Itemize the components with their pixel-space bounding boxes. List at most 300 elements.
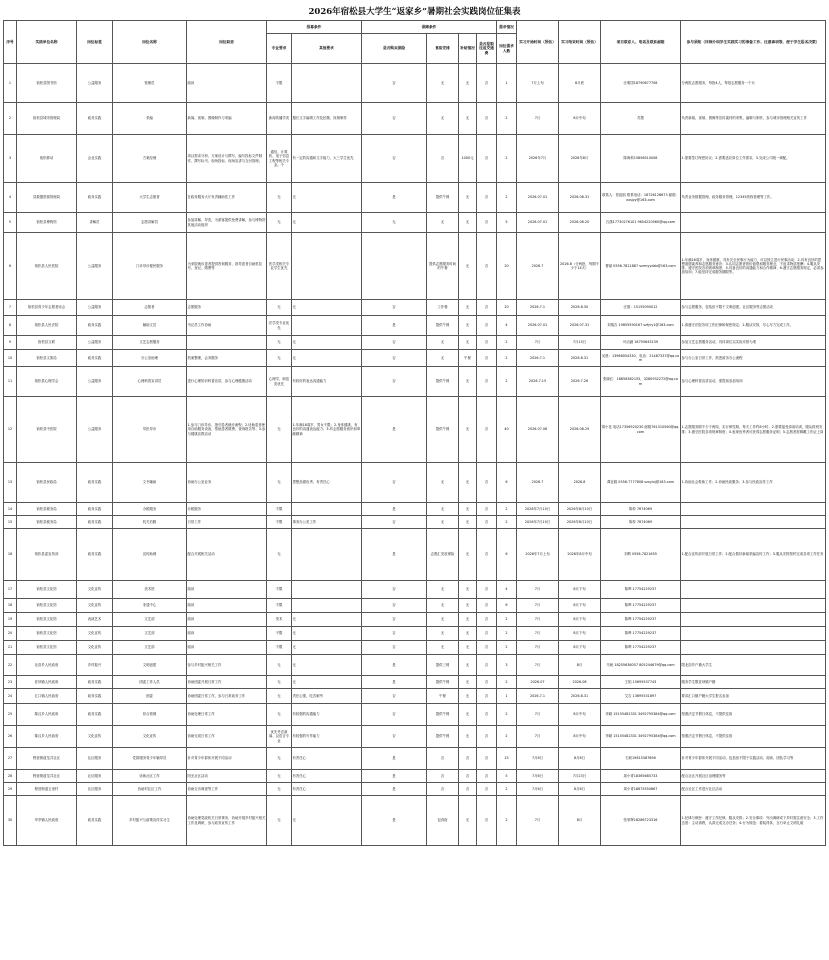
table-cell: 无: [267, 529, 292, 581]
table-body: [4, 64, 826, 846]
table-cell: 2: [497, 183, 517, 213]
table-cell: 无: [459, 581, 477, 599]
table-cell: 2026年8月中旬: [559, 529, 601, 581]
table-cell: 宣传助理: [113, 529, 187, 581]
table-cell: 参加讲解、导览，为游客提供免费讲解，参与博物馆其他活动组织: [187, 213, 267, 233]
table-cell: 无: [267, 655, 292, 676]
table-cell: 北浴乡人民政府: [17, 655, 77, 676]
table-cell: 否: [477, 627, 497, 641]
table-cell: 7月: [517, 641, 559, 655]
table-cell: 门诊导诊便民服务: [113, 233, 187, 300]
table-cell: 负责业务数据管理、政务服务管理，12345热线管理等工作。: [681, 183, 826, 213]
table-cell: 宿松县文化馆: [17, 627, 77, 641]
table-cell: 无: [267, 463, 292, 503]
table-cell: 2026.8.30: [559, 300, 601, 316]
table-cell: 宿松县文化馆: [17, 613, 77, 627]
table-cell: 宿松县中医院: [17, 397, 77, 463]
table-cell: 否: [477, 316, 497, 336]
table-cell: 文艺志愿服务: [113, 336, 187, 350]
table-cell: 无: [459, 796, 477, 846]
table-cell: 否: [459, 770, 477, 783]
table-cell: 3: [497, 655, 517, 676]
header-group-row: [4, 21, 826, 34]
table-row: [4, 796, 826, 846]
table-cell: 12: [4, 397, 17, 463]
table-cell: 否: [362, 103, 427, 135]
table-cell: 艾吉 13695531897: [601, 689, 681, 704]
table-cell: 无: [459, 704, 477, 726]
th-count: 岗位需求人数: [497, 34, 517, 64]
table-cell: 无: [459, 183, 477, 213]
table-cell: 无: [427, 213, 459, 233]
th-insurance: 是否购买保险: [362, 34, 427, 64]
table-cell: 25: [4, 704, 17, 726]
table-cell: 讲解员: [77, 213, 113, 233]
table-cell: 宿松移动: [17, 135, 77, 183]
table-cell: 宿松县图书馆: [17, 64, 77, 103]
table-cell: 30: [4, 796, 17, 846]
table-cell: 协助社区工作: [113, 770, 187, 783]
table-row: [4, 397, 826, 463]
table-cell: 书记员工作协助: [187, 316, 267, 336]
table-cell: 15: [4, 516, 17, 529]
table-cell: 2026.07.01: [517, 213, 559, 233]
table-cell: 志愿汇发放保险: [427, 529, 459, 581]
table-cell: 思想品德优秀，有责任心: [292, 463, 362, 503]
table-cell: 提供三餐: [427, 655, 459, 676]
table-cell: 志愿者: [113, 300, 187, 316]
table-cell: 陈晔 17754229237: [601, 599, 681, 613]
table-cell: 文化宣传: [77, 627, 113, 641]
table-cell: 无: [267, 796, 292, 846]
table-cell: 陈晔 17754229237: [601, 627, 681, 641]
table-cell: 有一定的沟通和文字能力，大三学生优先: [292, 135, 362, 183]
table-cell: 7月: [517, 796, 559, 846]
table-cell: 否: [477, 641, 497, 655]
table-cell: 无: [267, 783, 292, 796]
table-cell: 2026年7月10日: [517, 503, 559, 516]
table-cell: 2026.7.1: [517, 689, 559, 704]
table-cell: 19: [4, 613, 17, 627]
table-cell: 周小青18675550867: [601, 783, 681, 796]
table-row: [4, 135, 826, 183]
table-cell: 17: [4, 581, 17, 599]
table-cell: 2: [4, 103, 17, 135]
table-cell: 阅读: [187, 599, 267, 613]
table-cell: 宿松县人民法院: [17, 316, 77, 336]
table-cell: 无: [292, 627, 362, 641]
table-cell: 是: [362, 316, 427, 336]
table-cell: 新闻传播学类: [267, 103, 292, 135]
table-cell: 20: [497, 233, 517, 300]
table-cell: 1: [497, 64, 517, 103]
th-subsidy: 补贴情况: [459, 34, 477, 64]
table-cell: 针对青少年群体开展不同活动: [187, 748, 267, 770]
table-cell: 按照法定节假日休息，不提供住宿: [681, 726, 826, 748]
table-cell: [187, 336, 267, 350]
table-cell: 文艺部: [113, 613, 187, 627]
table-cell: 无: [459, 516, 477, 529]
table-cell: 宿松县心理学会: [17, 367, 77, 397]
table-cell: 协助办公室业务: [187, 463, 267, 503]
table-cell: 9: [4, 336, 17, 350]
table-cell: 否: [477, 103, 497, 135]
table-cell: 有责任心: [292, 783, 362, 796]
table-cell: 有较强的沟通能力: [292, 704, 362, 726]
table-cell: 管理员: [113, 64, 187, 103]
table-cell: 否: [362, 463, 427, 503]
table-cell: 美术馆: [113, 581, 187, 599]
table-row: [4, 599, 826, 613]
table-cell: 2: [497, 676, 517, 689]
table-cell: 党群服务青少年辅导员: [113, 748, 187, 770]
table-cell: 配合开展相关活动: [187, 529, 267, 581]
table-cell: 公益服务: [77, 300, 113, 316]
table-cell: 否: [427, 748, 459, 770]
table-cell: 档案整理，会务服务: [187, 350, 267, 367]
table-cell: 是: [362, 676, 427, 689]
table-cell: 宿松县文化馆: [17, 581, 77, 599]
table-cell: 无: [427, 627, 459, 641]
table-cell: 文艺部: [113, 641, 187, 655]
table-cell: 是: [362, 397, 427, 463]
table-cell: [292, 233, 362, 300]
table-row: [4, 213, 826, 233]
table-cell: 按照法定节假日休息，不提供住宿: [681, 704, 826, 726]
th-notes: 参与须知（详细介绍学生实践实习的准备工作、注意事项等，便于学生报名决策）: [681, 21, 826, 64]
table-row: [4, 529, 826, 581]
table-cell: 心理学、师范类优先: [267, 367, 292, 397]
table-row: [4, 516, 826, 529]
table-row: [4, 233, 826, 300]
table-cell: 提供午餐: [427, 367, 459, 397]
table-cell: 无: [427, 103, 459, 135]
table-cell: 无: [459, 599, 477, 613]
table-cell: 通信、计算机、电子信息工程等相关专业。个: [267, 135, 292, 183]
table-cell: 张荣辉18286723316: [601, 796, 681, 846]
table-cell: [292, 599, 362, 613]
table-cell: 2026.7: [517, 463, 559, 503]
table-cell: 宿松县文旅局: [17, 350, 77, 367]
table-cell: 日常工作: [187, 516, 267, 529]
table-cell: 苏慧: [601, 103, 681, 135]
table-cell: 无: [267, 748, 292, 770]
table-cell: 8月中旬: [559, 103, 601, 135]
table-cell: 团委工作人员: [113, 676, 187, 689]
table-cell: 协助走访调查等工作: [187, 783, 267, 796]
table-cell: 办公室助理: [113, 350, 187, 367]
table-cell: 佐坝镇人民政府: [17, 676, 77, 689]
table-cell: 胡小花 电话17356920230 邮箱761310560@qq.com: [601, 397, 681, 463]
table-cell: 提供午餐: [427, 676, 459, 689]
table-cell: 陈晔 17754229237: [601, 641, 681, 655]
table-row: [4, 103, 826, 135]
table-cell: [362, 233, 427, 300]
table-cell: 医学类相关专业学生优先: [267, 233, 292, 300]
table-cell: 7月: [517, 655, 559, 676]
table-cell: 2: [497, 613, 517, 627]
table-cell: 公益服务: [77, 233, 113, 300]
table-cell: 否: [477, 516, 497, 529]
table-cell: 2026年8月10日: [559, 516, 601, 529]
table-cell: [292, 316, 362, 336]
table-cell: 4: [497, 316, 517, 336]
table-cell: 8: [4, 316, 17, 336]
table-cell: 无: [427, 516, 459, 529]
table-cell: 是: [362, 770, 427, 783]
table-cell: 2026.08.31: [559, 183, 601, 213]
table-cell: 企业实践: [77, 135, 113, 183]
th-start: 实习开始时间（预估）: [517, 21, 559, 64]
table-cell: 午餐: [459, 350, 477, 367]
table-cell: 无: [267, 770, 292, 783]
table-cell: 无: [459, 316, 477, 336]
table-cell: 否: [362, 689, 427, 704]
table-cell: 2: [497, 641, 517, 655]
table-cell: 否: [477, 503, 497, 516]
table-cell: 1000元: [459, 135, 477, 183]
table-cell: 宿松县民政局: [17, 463, 77, 503]
table-cell: 有较强的写作能力: [292, 726, 362, 748]
table-cell: 马帆 18255636057 805244679@qq.com: [601, 655, 681, 676]
table-cell: 2: [497, 796, 517, 846]
table-cell: 乡村振兴与政策宣传实习生: [113, 796, 187, 846]
table-cell: 美术: [267, 613, 292, 627]
table-cell: 7月: [517, 599, 559, 613]
table-cell: 无: [427, 64, 459, 103]
table-cell: 宿松县文化馆: [17, 641, 77, 655]
job-table: [3, 20, 826, 846]
table-cell: 为来院就诊患者提供咨询服务、指导患者自助机挂号、登记、缴费等: [187, 233, 267, 300]
table-cell: 24: [4, 689, 17, 704]
th-meal: 食宿安排: [427, 34, 459, 64]
table-cell: 阅读: [187, 641, 267, 655]
table-cell: 汇口镇人民政府: [17, 689, 77, 704]
table-cell: 否: [362, 336, 427, 350]
table-cell: 5: [4, 213, 17, 233]
table-cell: 1.配合宣传部开展日常工作；2.配合做好新闻采编宣传工作；3.服从安排按时完成各项工作任务: [681, 529, 826, 581]
table-cell: 张晓红：18656382155，3280932272@qq.com: [601, 367, 681, 397]
table-cell: 阅读: [187, 64, 267, 103]
table-row: [4, 613, 826, 627]
table-cell: 无: [459, 641, 477, 655]
table-cell: 1: [497, 689, 517, 704]
table-cell: 20: [4, 627, 17, 641]
table-row: [4, 748, 826, 770]
table-cell: 工作餐: [427, 300, 459, 316]
table-cell: 无: [459, 103, 477, 135]
table-cell: 否: [459, 783, 477, 796]
table-cell: 无: [459, 627, 477, 641]
table-cell: 2: [497, 350, 517, 367]
table-cell: [292, 503, 362, 516]
table-cell: 无: [427, 599, 459, 613]
table-cell: 联系人：张振凯 联系电话：18726126673 邮箱：xxsjzy@163.com: [601, 183, 681, 213]
th-group-needs: 需求情况: [497, 21, 517, 34]
table-cell: 汪明国18790677708: [601, 64, 681, 103]
table-cell: 无: [459, 613, 477, 627]
table-cell: 石潇17730276101 9654220560@qq.com: [601, 213, 681, 233]
table-cell: 宿松县文化馆: [17, 599, 77, 613]
table-cell: 1.年满18周岁，身体健康，具有完全民事行为能力，可以独立进行民事活动；2.具有良好的思想道德素养和志愿服务意识；3.认同志愿者的价值观和服务理念，不追求物质报酬；4.服从安排，遵守医院各项规章制度；5.具备良好的沟通能力和合作精神；6.遵守志愿服务规定，必须参加培训；7.能坚持完成服务期限等。: [681, 233, 826, 300]
table-cell: 有责任心: [292, 770, 362, 783]
table-cell: 提供午餐: [427, 183, 459, 213]
table-cell: 否: [477, 64, 497, 103]
table-cell: 要求汇口镇户籍大学生报名参加: [681, 689, 826, 704]
table-cell: 8月下旬: [559, 581, 601, 599]
table-cell: 刘瑞吉 19855590167 szfyry1@163.com: [601, 316, 681, 336]
table-cell: 7月: [517, 336, 559, 350]
table-cell: 政务实践: [77, 704, 113, 726]
table-cell: 否: [477, 655, 497, 676]
table-cell: 3: [4, 135, 17, 183]
table-cell: 2026.07.01: [517, 183, 559, 213]
table-cell: 否: [427, 783, 459, 796]
table-cell: 8月中旬: [559, 726, 601, 748]
table-cell: 汪瑞：15155090012: [601, 300, 681, 316]
table-cell: 2026.7.1: [517, 350, 559, 367]
table-cell: 5: [497, 213, 517, 233]
table-cell: 无: [362, 213, 427, 233]
page-title: 2026年宿松县大学生“返家乡”暑期社会实践岗位征集表: [308, 7, 521, 17]
table-cell: 否: [362, 613, 427, 627]
table-cell: 7月: [517, 726, 559, 748]
table-cell: 2026.7: [517, 233, 559, 300]
table-cell: 项目需求分析、方案设计与撰写，编写投标文件制作、撰写标书、现场投标、现场宣讲与交付管理。: [187, 135, 267, 183]
table-cell: 无: [459, 689, 477, 704]
table-cell: 否: [477, 213, 497, 233]
table-cell: 非遗中心: [113, 599, 187, 613]
th-seq: 序号: [4, 21, 17, 64]
table-cell: 政务实践: [77, 529, 113, 581]
table-cell: 宿松县文联: [17, 336, 77, 350]
table-cell: 公益服务: [77, 367, 113, 397]
table-cell: 午餐: [427, 689, 459, 704]
table-cell: 4: [497, 581, 517, 599]
table-cell: 曹斌 0556-7821887 szrmyydzb@163.com: [601, 233, 681, 300]
table-cell: 否: [477, 336, 497, 350]
table-cell: 15: [497, 748, 517, 770]
table-cell: 无: [292, 350, 362, 367]
table-cell: 无: [427, 350, 459, 367]
table-cell: 负责新闻、视频、图像等宣传素材的采集、编辑与制作，参与城市管理相关宣传工作: [681, 103, 826, 135]
table-cell: 协助村社区工作: [113, 783, 187, 796]
table-cell: 无: [292, 796, 362, 846]
table-cell: 2026年8月10日: [559, 503, 601, 516]
table-cell: 公益服务: [77, 397, 113, 463]
table-cell: 提供志愿服务时间的午餐: [427, 233, 459, 300]
table-cell: 不限: [267, 64, 292, 103]
table-cell: 1.参与门诊导诊、指引患者就诊流程；2.协助患者使用自助服务设备，帮助患者缴费、查询报告等；3.参与健康宣教活动: [187, 397, 267, 463]
table-cell: 7月23日: [559, 770, 601, 783]
table-cell: 无: [427, 463, 459, 503]
table-cell: 否: [477, 183, 497, 213]
table-cell: 6: [497, 599, 517, 613]
table-cell: 2026.8.31: [559, 350, 601, 367]
table-cell: 无: [427, 503, 459, 516]
table-cell: 8月下旬: [559, 613, 601, 627]
table-cell: 2026.07.06: [517, 397, 559, 463]
table-cell: 2026.08.29: [559, 397, 601, 463]
table-cell: 2026.07: [517, 676, 559, 689]
table-cell: 文化宣传: [77, 599, 113, 613]
table-cell: 否: [477, 529, 497, 581]
table-cell: 无: [267, 704, 292, 726]
table-cell: 无: [267, 689, 292, 704]
table-cell: 公益服务: [77, 336, 113, 350]
table-cell: 限北浴乡户籍大学生: [681, 655, 826, 676]
table-cell: 无: [459, 336, 477, 350]
table-cell: 无: [459, 655, 477, 676]
table-cell: 协助团委日常工作，参与日常政务工作: [187, 689, 267, 704]
table-cell: 无: [292, 676, 362, 689]
table-cell: 1.年满18周岁，男女不限；2.身体健康，有良好的沟通表达能力；3.有志愿服务意识和奉献精神: [292, 397, 362, 463]
table-row: [4, 783, 826, 796]
table-cell: 配合社区工作进行社区活动: [681, 783, 826, 796]
table-cell: 8月下旬: [559, 641, 601, 655]
table-cell: 23: [4, 676, 17, 689]
table-cell: 机关后勤: [113, 516, 187, 529]
table-cell: 公益服务: [77, 64, 113, 103]
table-cell: 否: [477, 233, 497, 300]
table-cell: 否: [362, 704, 427, 726]
table-cell: 否: [362, 726, 427, 748]
table-cell: 陈仲 7874069: [601, 503, 681, 516]
table-cell: 阅读: [187, 613, 267, 627]
table-cell: 团委: [113, 689, 187, 704]
table-cell: 参与办公室日常工作，熟悉政务办公流程: [681, 350, 826, 367]
table-cell: 22: [4, 655, 17, 676]
table-cell: 否: [362, 627, 427, 641]
table-cell: 2026年8月: [559, 135, 601, 183]
table-cell: 否: [477, 676, 497, 689]
table-cell: 8月下旬: [559, 627, 601, 641]
th-end: 实习结束时间（预估）: [559, 21, 601, 64]
table-cell: 志愿讲解员: [113, 213, 187, 233]
table-cell: 否: [477, 135, 497, 183]
table-cell: 7月上旬: [517, 64, 559, 103]
th-major: 专业要求: [267, 34, 292, 64]
table-cell: 协助处理党政机关日常事务，协助开展乡村振兴相关工作及调研，参与政务宣传工作: [187, 796, 267, 846]
table-cell: 协助完成日常工作: [187, 726, 267, 748]
table-cell: 7月: [517, 613, 559, 627]
table-cell: 2026.8（分两批，每期不少于14天）: [559, 233, 601, 300]
table-cell: 无: [427, 336, 459, 350]
table-cell: 7月: [517, 581, 559, 599]
table-cell: 无: [459, 397, 477, 463]
table-cell: 18: [4, 599, 17, 613]
table-cell: 是: [362, 783, 427, 796]
table-row: [4, 183, 826, 213]
table-cell: 法学类专业优先: [267, 316, 292, 336]
table-cell: 是: [362, 529, 427, 581]
table-cell: 陈晔 17754229237: [601, 581, 681, 599]
table-cell: 否: [477, 397, 497, 463]
table-cell: 程营街道龙井社区: [17, 770, 77, 783]
table-cell: 进行心理知识科普宣讲，参与心理健康活动: [187, 367, 267, 397]
table-cell: 协助处理日常工作: [187, 704, 267, 726]
table-cell: 否: [477, 367, 497, 397]
table-cell: 否: [477, 599, 497, 613]
table-cell: 无: [267, 213, 292, 233]
table-cell: 不限: [267, 581, 292, 599]
table-cell: 8月: [559, 796, 601, 846]
table-cell: 无: [459, 676, 477, 689]
table-cell: 提供午餐: [427, 704, 459, 726]
table-cell: 参与心理科普宣讲活动，需提前参加培训: [681, 367, 826, 397]
table-cell: 分两批志愿服务，每批4人，每批志愿服务一个月: [681, 64, 826, 103]
table-cell: 否: [477, 783, 497, 796]
